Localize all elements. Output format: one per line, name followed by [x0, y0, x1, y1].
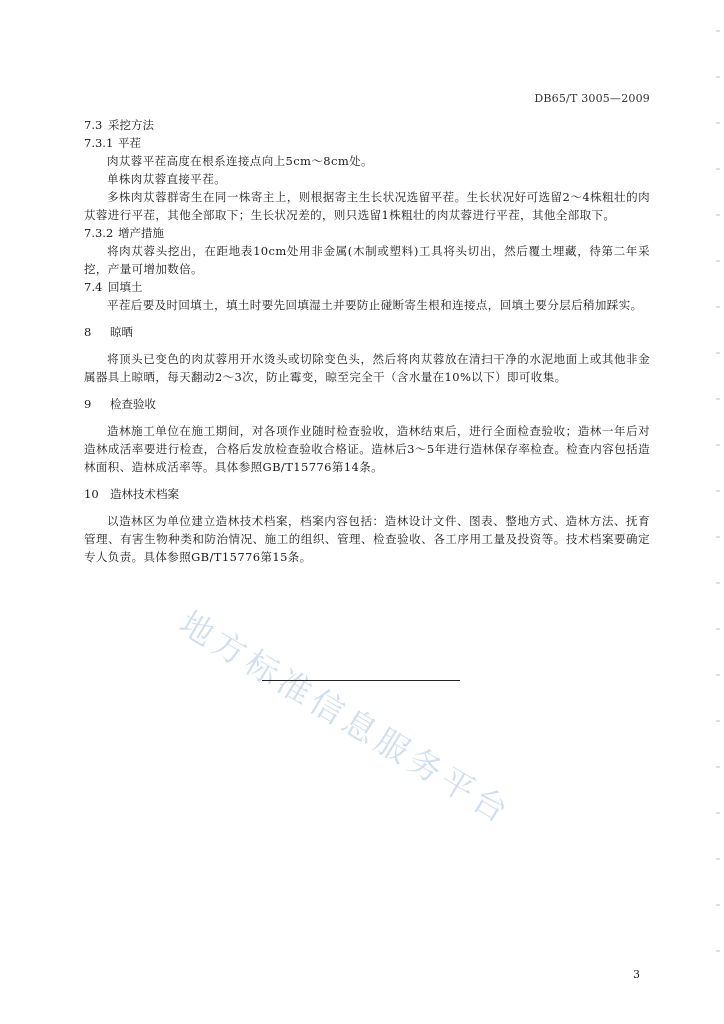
heading-number: 8 — [84, 325, 92, 339]
paragraph: 单株肉苁蓉直接平茬。 — [107, 172, 226, 186]
clause-heading — [84, 134, 650, 152]
heading-number: 9 — [84, 397, 92, 411]
paragraph: 将顶头已变色的肉苁蓉用开水烫头或切除变色头，然后将肉苁蓉放在清扫干净的水泥地面上或其他非金属器具上晾晒，每天翻动2～3次，防止霉变，晾至完全干（含水量在10%以下）即可收集。 — [84, 352, 650, 384]
paragraph: 造林施工单位在施工期间，对各项作业随时检查验收，造林结束后，进行全面检查验收；造林一年后对造林成活率要进行检查，合格后发放检查验收合格证。造林后3～5年进行造林保存率检查。检查内容包括造林面积、造林成活率等。具体参照GB/T15776第14条。 — [84, 424, 650, 474]
paragraph: 以造林区为单位建立造林技术档案，档案内容包括：造林设计文件、图表、整地方式、造林方法、抚育管理、有害生物种类和防治情况、施工的组织、管理、检查验收、各工序用工量及投资等。技术档案要确定专人负责。具体参照GB/T15776第15条。 — [84, 514, 650, 564]
section-heading — [84, 323, 650, 341]
clause-heading — [84, 116, 650, 134]
paragraph: 多株肉苁蓉群寄生在同一株寄主上，则根据寄主生长状况选留平茬。生长状况好可选留2～4株粗壮的肉苁蓉进行平茬，其他全部取下；生长状况差的，则只选留1株粗壮的肉苁蓉进行平茬，其他全部取下。 — [84, 190, 650, 222]
section-heading — [84, 485, 650, 503]
standard-code: DB65/T 3005—2009 — [534, 92, 650, 105]
watermark: 地方标准信息服务平台 — [172, 603, 519, 833]
scan-edge-marks — [716, 30, 720, 990]
heading-title: 回填土 — [108, 280, 143, 294]
heading-number: 10 — [84, 487, 99, 501]
block-gap — [84, 413, 650, 422]
block-gap — [84, 386, 650, 395]
clause-heading — [84, 278, 650, 296]
block-gap — [84, 341, 650, 350]
heading-title: 平茬 — [118, 136, 141, 150]
block-gap — [84, 314, 650, 323]
heading-number: 7.3.2 — [84, 226, 114, 240]
heading-number: 7.3.1 — [84, 136, 114, 150]
heading-number: 7.4 — [84, 280, 103, 294]
heading-title: 采挖方法 — [108, 118, 154, 132]
page-number: 3 — [633, 968, 640, 981]
end-of-text-line — [262, 680, 460, 681]
paragraph: 将肉苁蓉头挖出，在距地表10cm处用非金属(木制或塑料)工具将头切出，然后覆土埋藏，待第二年采挖，产量可增加数倍。 — [84, 244, 650, 276]
heading-title: 增产措施 — [118, 226, 164, 240]
block-gap — [84, 476, 650, 485]
heading-title: 检查验收 — [110, 397, 156, 411]
block-gap — [84, 503, 650, 512]
section-heading — [84, 395, 650, 413]
document-body — [84, 116, 650, 566]
heading-number: 7.3 — [84, 118, 103, 132]
paragraph: 肉苁蓉平茬高度在根系连接点向上5cm～8cm处。 — [107, 154, 373, 168]
paragraph: 平茬后要及时回填土，填土时要先回填湿土并要防止碰断寄生根和连接点，回填土要分层后稍加踩实。 — [107, 298, 643, 312]
clause-heading — [84, 224, 650, 242]
heading-title: 造林技术档案 — [110, 487, 179, 501]
heading-title: 晾晒 — [110, 325, 133, 339]
